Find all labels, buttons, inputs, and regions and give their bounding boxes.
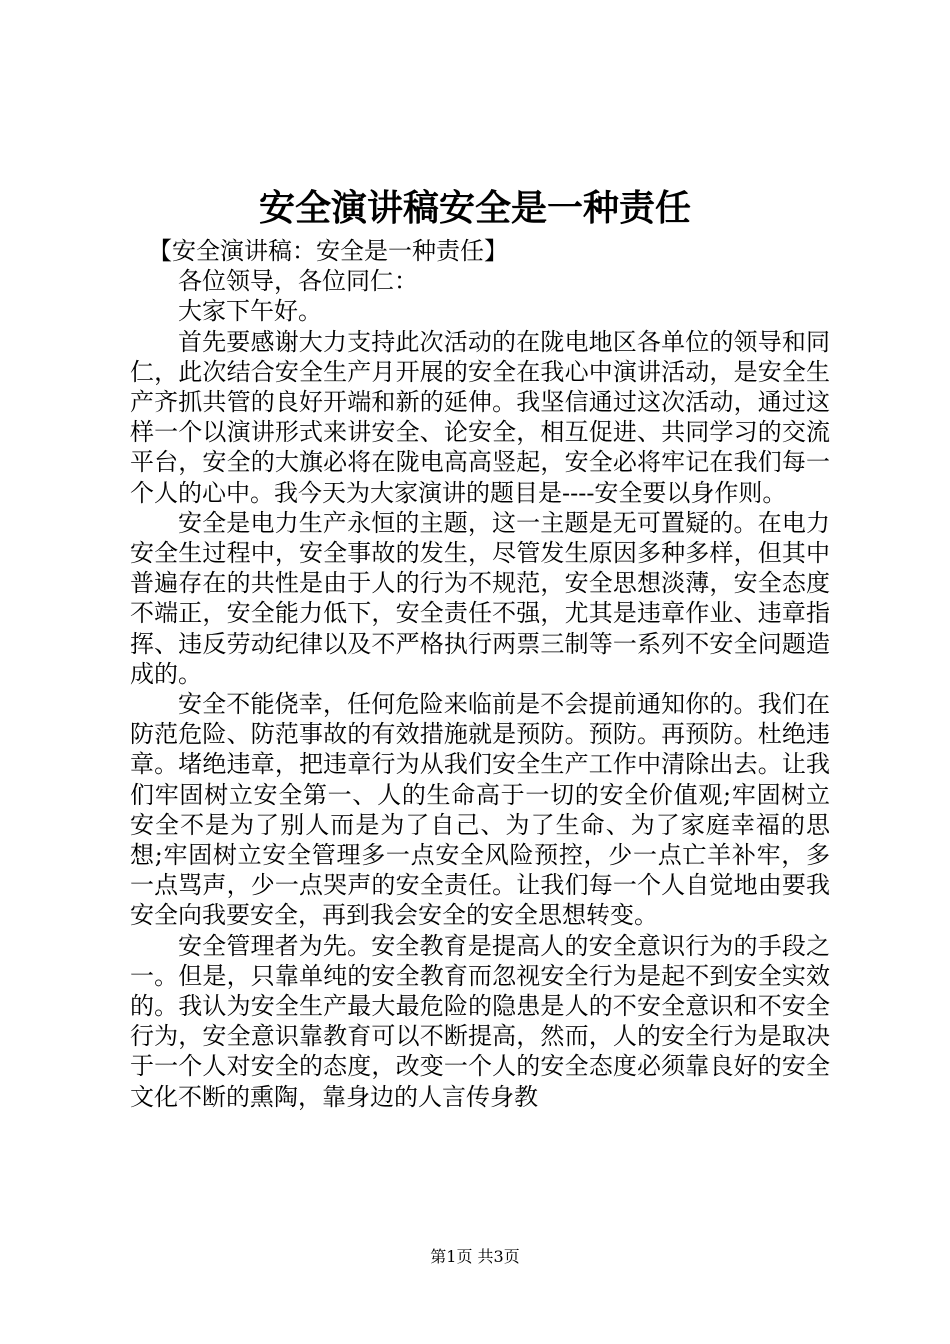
paragraph: 首先要感谢大力支持此次活动的在陇电地区各单位的领导和同仁，此次结合安全生产月开展的安全在我心中演讲活动，是安全生产齐抓共管的良好开端和新的延伸。我坚信通过这次活动，通过这样一个以演讲形式来讲安全、论安全，相互促进、共同学习的交流平台，安全的大旗必将在陇电高高竖起，安全必将牢记在我们每一个人的心中。我今天为大家演讲的题目是----安全要以身作则。 <box>130 327 830 507</box>
paragraph-greeting: 大家下午好。 <box>178 297 322 326</box>
paragraph: 安全不能侥幸，任何危险来临前是不会提前通知你的。我们在防范危险、防范事故的有效措施就是预防。预防。再预防。杜绝违章。堵绝违章，把违章行为从我们安全生产工作中清除出去。让我们牢固树立安全第一、人的生命高于一切的安全价值观;牢固树立安全不是为了别人而是为了自己、为了生命、为了家庭幸福的思想;牢固树立安全管理多一点安全风险预控，少一点亡羊补牢，多一点骂声，少一点哭声的安全责任。让我们每一个人自觉地由要我安全向我要安全，再到我会安全的安全思想转变。 <box>130 690 830 930</box>
paragraph-heading: 【安全演讲稿：安全是一种责任】 <box>148 237 508 265</box>
document-body <box>130 236 830 1112</box>
document-title: 安全演讲稿安全是一种责任 <box>258 187 691 229</box>
paragraph: 安全管理者为先。安全教育是提高人的安全意识行为的手段之一。但是，只靠单纯的安全教育而忽视安全行为是起不到安全实效的。我认为安全生产最大最危险的隐患是人的不安全意识和不安全行为，安全意识靠教育可以不断提高，然而，人的安全行为是取决于一个人对安全的态度，改变一个人的安全态度必须靠良好的安全文化不断的熏陶，靠身边的人言传身教 <box>130 931 830 1111</box>
page-footer: 第1页 共3页 <box>430 1247 520 1266</box>
paragraph: 安全是电力生产永恒的主题，这一主题是无可置疑的。在电力安全生过程中，安全事故的发生，尽管发生原因多种多样，但其中普遍存在的共性是由于人的行为不规范，安全思想淡薄，安全态度不端正，安全能力低下，安全责任不强，尤其是违章作业、违章指挥、违反劳动纪律以及不严格执行两票三制等一系列不安全问题造成的。 <box>130 508 830 688</box>
paragraph-salutation: 各位领导，各位同仁： <box>178 267 418 296</box>
